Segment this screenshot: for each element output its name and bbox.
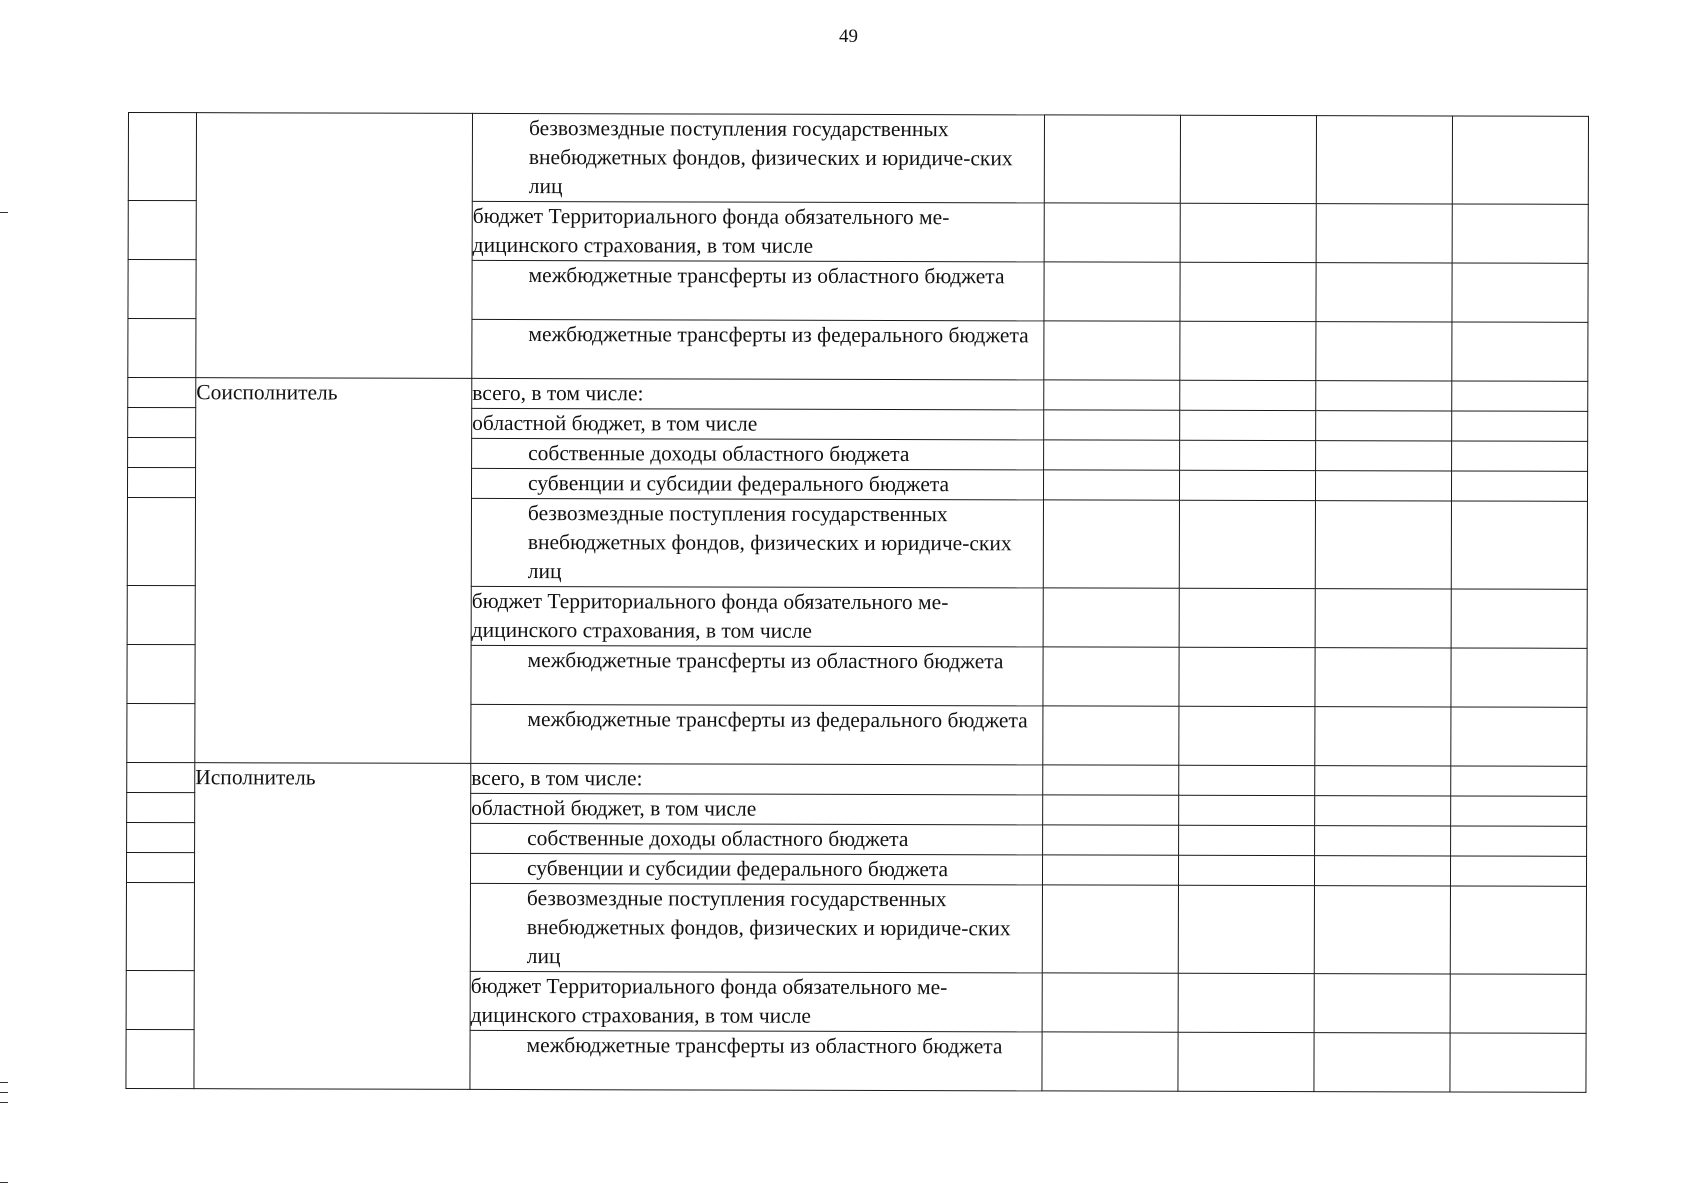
value-cell [1044, 410, 1180, 440]
value-cell [1044, 203, 1180, 262]
row-number-cell [127, 792, 195, 822]
value-cell [1179, 588, 1315, 647]
value-cell [1451, 796, 1587, 826]
funding-source-cell: областной бюджет, в том числе [472, 408, 1044, 439]
margin-tick [0, 1182, 8, 1183]
value-cell [1042, 885, 1178, 973]
row-number-cell [128, 378, 196, 408]
value-cell [1315, 826, 1451, 856]
value-cell [1180, 380, 1316, 410]
value-cell [1179, 795, 1315, 825]
value-cell [1316, 322, 1452, 381]
value-cell [1043, 500, 1179, 588]
value-cell [1316, 381, 1452, 411]
funding-source-cell: межбюджетные трансферты из федерального бюджета [472, 319, 1044, 379]
value-cell [1452, 322, 1588, 381]
row-number-cell [127, 703, 195, 762]
value-cell [1451, 471, 1587, 501]
row-number-cell [127, 762, 195, 792]
value-cell [1178, 973, 1314, 1032]
funding-source-cell: бюджет Территориального фонда обязательного ме-дицинского страхования, в том числе [471, 586, 1043, 646]
value-cell [1180, 321, 1316, 380]
value-cell [1044, 380, 1180, 410]
funding-source-cell: областной бюджет, в том числе [471, 793, 1043, 824]
margin-tick [0, 1092, 8, 1093]
funding-source-cell: всего, в том числе: [471, 763, 1043, 794]
value-cell [1451, 707, 1587, 766]
value-cell [1452, 116, 1588, 204]
value-cell [1452, 441, 1588, 471]
value-cell [1042, 855, 1178, 885]
funding-source-cell: межбюджетные трансферты из федерального бюджета [471, 704, 1043, 764]
value-cell [1314, 886, 1450, 974]
budget-table [125, 112, 1589, 1093]
value-cell [1452, 411, 1588, 441]
row-number-cell [126, 882, 194, 970]
funding-source-cell: собственные доходы областного бюджета [472, 438, 1044, 469]
value-cell [1044, 262, 1180, 321]
funding-source-cell: межбюджетные трансферты из областного бюджета [472, 260, 1044, 320]
value-cell [1315, 648, 1451, 707]
participant-role-cell: Исполнитель [194, 763, 471, 1090]
row-number-cell [127, 585, 195, 644]
value-cell [1315, 766, 1451, 796]
value-cell [1043, 647, 1179, 706]
value-cell [1044, 321, 1180, 380]
value-cell [1450, 1033, 1586, 1092]
value-cell [1452, 263, 1588, 322]
value-cell [1451, 766, 1587, 796]
value-cell [1178, 885, 1314, 973]
value-cell [1179, 706, 1315, 765]
row-number-cell [128, 438, 196, 468]
value-cell [1315, 796, 1451, 826]
funding-source-cell: всего, в том числе: [472, 378, 1044, 409]
value-cell [1452, 204, 1588, 263]
row-number-cell [128, 260, 196, 319]
row-number-cell [128, 408, 196, 438]
row-number-cell [128, 319, 196, 378]
row-number-cell [127, 644, 195, 703]
row-number-cell [127, 498, 195, 586]
value-cell [1044, 115, 1180, 203]
value-cell [1044, 440, 1180, 470]
value-cell [1043, 470, 1179, 500]
budget-table-sheet [125, 112, 1588, 1093]
value-cell [1043, 795, 1179, 825]
value-cell [1180, 203, 1316, 262]
value-cell [1043, 825, 1179, 855]
funding-source-cell: безвозмездные поступления государственных внебюджетных фондов, физических и юридиче-ских лиц [471, 498, 1043, 587]
value-cell [1042, 973, 1178, 1032]
value-cell [1316, 441, 1452, 471]
value-cell [1451, 648, 1587, 707]
value-cell [1314, 1033, 1450, 1092]
value-cell [1042, 1032, 1178, 1091]
value-cell [1450, 856, 1586, 886]
value-cell [1180, 410, 1316, 440]
funding-source-cell: бюджет Территориального фонда обязательного ме-дицинского страхования, в том числе [470, 971, 1042, 1031]
value-cell [1451, 501, 1587, 589]
funding-source-cell: безвозмездные поступления государственных внебюджетных фондов, физических и юридиче-ских лиц [472, 113, 1044, 202]
value-cell [1315, 501, 1451, 589]
value-cell [1316, 411, 1452, 441]
value-cell [1451, 826, 1587, 856]
value-cell [1314, 856, 1450, 886]
value-cell [1180, 262, 1316, 321]
funding-source-cell: субвенции и субсидии федерального бюджета [470, 853, 1042, 884]
value-cell [1179, 470, 1315, 500]
value-cell [1316, 204, 1452, 263]
value-cell [1179, 647, 1315, 706]
value-cell [1043, 706, 1179, 765]
participant-role-cell [196, 113, 473, 379]
table-row [128, 113, 1588, 205]
row-number-cell [128, 113, 196, 201]
value-cell [1316, 116, 1452, 204]
page-number: 49 [839, 26, 858, 47]
funding-source-cell: межбюджетные трансферты из областного бюджета [470, 1030, 1042, 1090]
value-cell [1179, 500, 1315, 588]
funding-source-cell: бюджет Территориального фонда обязательного ме-дицинского страхования, в том числе [472, 201, 1044, 261]
value-cell [1450, 974, 1586, 1033]
margin-tick [0, 1082, 8, 1083]
value-cell [1179, 825, 1315, 855]
value-cell [1314, 974, 1450, 1033]
row-number-cell [126, 1029, 194, 1088]
value-cell [1178, 1032, 1314, 1091]
funding-source-cell: субвенции и субсидии федерального бюджета [471, 468, 1043, 499]
value-cell [1178, 855, 1314, 885]
participant-role-cell: Соисполнитель [195, 378, 472, 764]
table-row [127, 762, 1587, 796]
margin-tick [0, 212, 8, 213]
table-row [128, 378, 1588, 412]
margin-tick [0, 1102, 8, 1103]
row-number-cell [127, 822, 195, 852]
budget-table-body [126, 113, 1589, 1093]
row-number-cell [128, 201, 196, 260]
value-cell [1043, 588, 1179, 647]
funding-source-cell: межбюджетные трансферты из областного бюджета [471, 645, 1043, 705]
value-cell [1316, 263, 1452, 322]
value-cell [1043, 765, 1179, 795]
value-cell [1450, 886, 1586, 974]
row-number-cell [126, 970, 194, 1029]
row-number-cell [126, 852, 194, 882]
funding-source-cell: безвозмездные поступления государственных внебюджетных фондов, физических и юридиче-ских лиц [470, 883, 1042, 972]
value-cell [1315, 471, 1451, 501]
value-cell [1315, 589, 1451, 648]
value-cell [1452, 381, 1588, 411]
value-cell [1315, 707, 1451, 766]
value-cell [1180, 440, 1316, 470]
funding-source-cell: собственные доходы областного бюджета [471, 823, 1043, 854]
value-cell [1180, 115, 1316, 203]
value-cell [1451, 589, 1587, 648]
row-number-cell [127, 468, 195, 498]
value-cell [1179, 765, 1315, 795]
